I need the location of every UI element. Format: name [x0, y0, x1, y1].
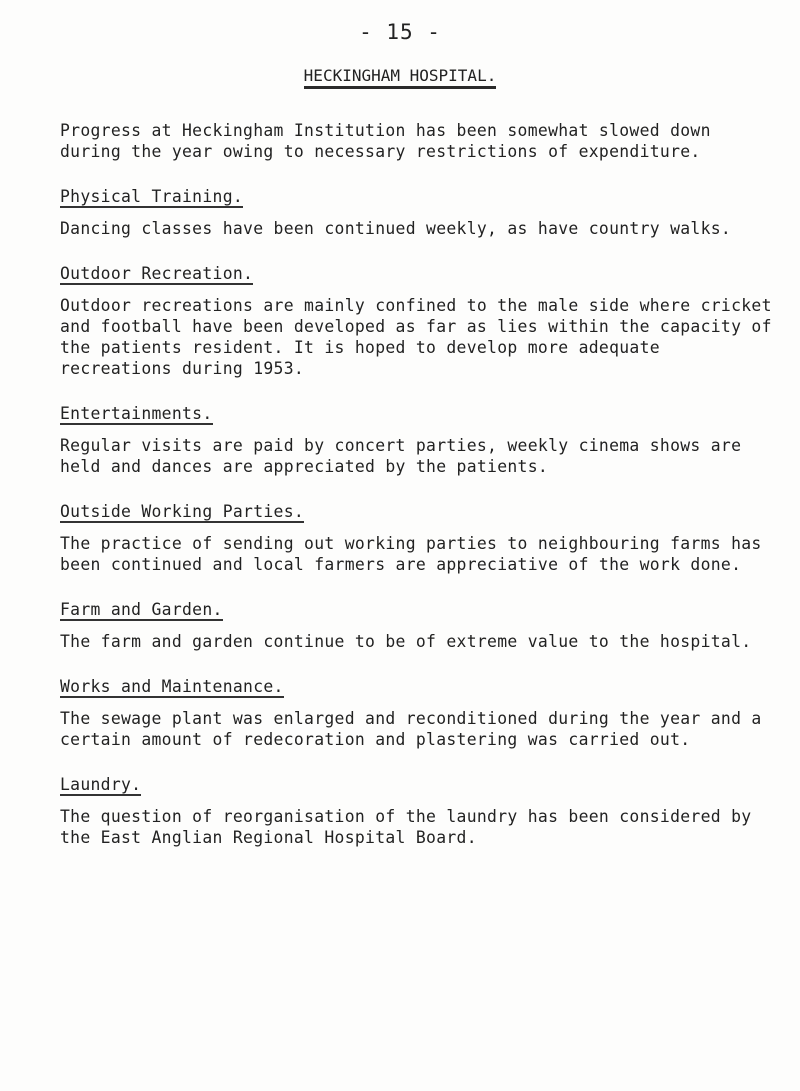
- section-body: The practice of sending out working parties to neighbouring farms has been continued and local farmers are appreciative of the work done.: [60, 534, 762, 574]
- section-body: Regular visits are paid by concert parties, weekly cinema shows are held and dances are appreciated by the patients.: [60, 436, 742, 476]
- section-body: The farm and garden continue to be of extreme value to the hospital.: [60, 632, 752, 651]
- section-outside-working-parties: [60, 502, 780, 575]
- section-heading: Works and Maintenance.: [60, 677, 284, 696]
- section-heading: Farm and Garden.: [60, 600, 223, 619]
- section-heading: Entertainments.: [60, 404, 213, 423]
- section-body: The question of reorganisation of the laundry has been considered by the East Anglian Regional Hospital Board.: [60, 807, 752, 847]
- section-farm-and-garden: [60, 600, 780, 652]
- section-body: Dancing classes have been continued weekly, as have country walks.: [60, 219, 732, 238]
- section-outdoor-recreation: [60, 264, 780, 379]
- section-works-and-maintenance: [60, 677, 780, 750]
- section-physical-training: [60, 187, 780, 239]
- section-body: The sewage plant was enlarged and reconditioned during the year and a certain amount of redecoration and plastering was carried out.: [60, 709, 762, 749]
- section-heading: Laundry.: [60, 775, 142, 794]
- section-heading: Physical Training.: [60, 187, 244, 206]
- section-laundry: [60, 775, 780, 848]
- section-body: Outdoor recreations are mainly confined to the male side where cricket and football have been developed as far as lies within the capacity of the patients resident. It is hoped to develop more adequate recreations during 1953.: [60, 296, 772, 378]
- intro-paragraph: Progress at Heckingham Institution has been somewhat slowed down during the year owing to necessary restrictions of expenditure.: [60, 121, 711, 161]
- section-entertainments: [60, 404, 780, 477]
- page-number: - 15 -: [359, 20, 441, 44]
- section-heading: Outside Working Parties.: [60, 502, 305, 521]
- document-body: [60, 120, 780, 873]
- section-heading: Outdoor Recreation.: [60, 264, 254, 283]
- page-title-text: HECKINGHAM HOSPITAL.: [304, 67, 497, 89]
- page-title: [0, 66, 800, 89]
